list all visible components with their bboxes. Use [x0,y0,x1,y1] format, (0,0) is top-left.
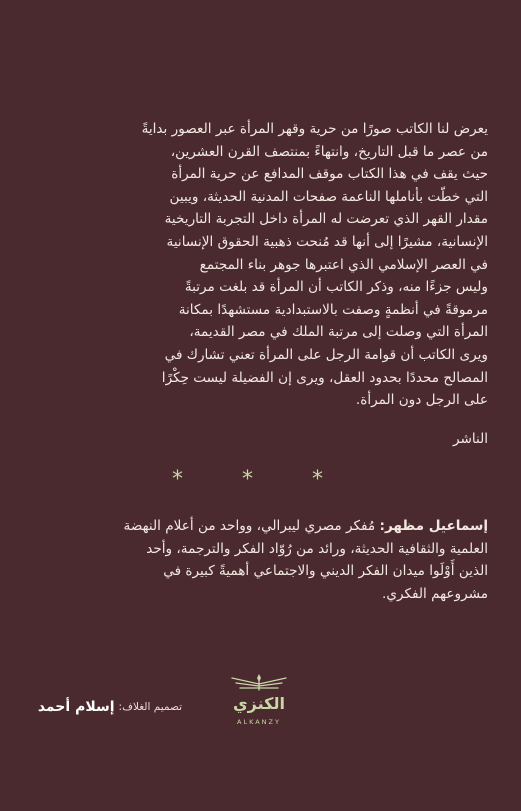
synopsis-line: مقدار القهر الذي تعرضت له المرأة داخل التجربة التاريخية [164,211,488,228]
bio-line-text: مُفكر مصري ليبرالي، وواحد من أعلام النهضة [123,518,380,534]
bio-line: العلمية والثقافية الحديثة، ورائد من رُوّاد الفكر والترجمة، وأحد [146,540,488,557]
author-name: إسماعيل مظهر: [379,518,488,534]
synopsis-line: على الرجل دون المرأة. [355,392,488,409]
bio-line [32,515,488,538]
synopsis-line: وليس جزءًا منه، وذكر الكاتب أن المرأة قد بلغت مرتبةً [184,279,488,296]
publisher-logo [220,674,298,754]
logo-latin-text: ALKANZY [237,718,281,726]
cover-designer-name: إسلام أحمد [37,699,115,715]
synopsis-line: مرموقةً في أنظمةٍ وصفت بالاستبدادية مستشهدًا بمكانة [178,301,488,318]
synopsis-line: المرأة التي وصلت إلى مرتبة الملك في مصر القديمة، [189,324,488,341]
synopsis-line: الإنسانية، مشيرًا إلى أنها قد مُنحت ذهبية الحقوق الإنسانية [166,233,488,250]
bio-line: مشروعهم الفكري. [382,585,488,602]
publisher-label: الناشر [452,431,488,447]
bio-line: الذين أَوْلَوا ميدان الفكر الديني والاجتماعي أهميةً كبيرة في [163,563,488,580]
author-bio [32,515,488,605]
synopsis-line: حيث يقف في هذا الكتاب موقف المدافع عن حرية المرأة [171,166,488,183]
synopsis-line: في العصر الإسلامي الذي اعتبرها جوهر بناء المجتمع [199,256,488,273]
synopsis-line: يعرض لنا الكاتب صورًا من حرية وقهر المرأة عبر العصور بدايةً [141,121,488,137]
synopsis-line: التي خطّت بأناملها الناعمة صفحات المدنية الحديثة، ويبين [169,188,488,205]
synopsis-text [32,118,488,412]
logo-arabic-text: الكنزي [233,694,285,713]
cover-design-credit [26,692,182,722]
synopsis-line: من عصر ما قبل التاريخ، وانتهاءً بمنتصف القرن العشرين، [170,143,488,160]
synopsis-line: المصالح محددًا بحدود العقل، ويرى إن الفضيلة ليست حِكْرًا [161,369,488,386]
synopsis-line: ويرى الكاتب أن قوامة الرجل على المرأة تعني تشارك في [164,346,488,363]
cover-credit-label: تصميم الغلاف: [118,701,182,713]
section-separator: * * * [172,467,349,492]
